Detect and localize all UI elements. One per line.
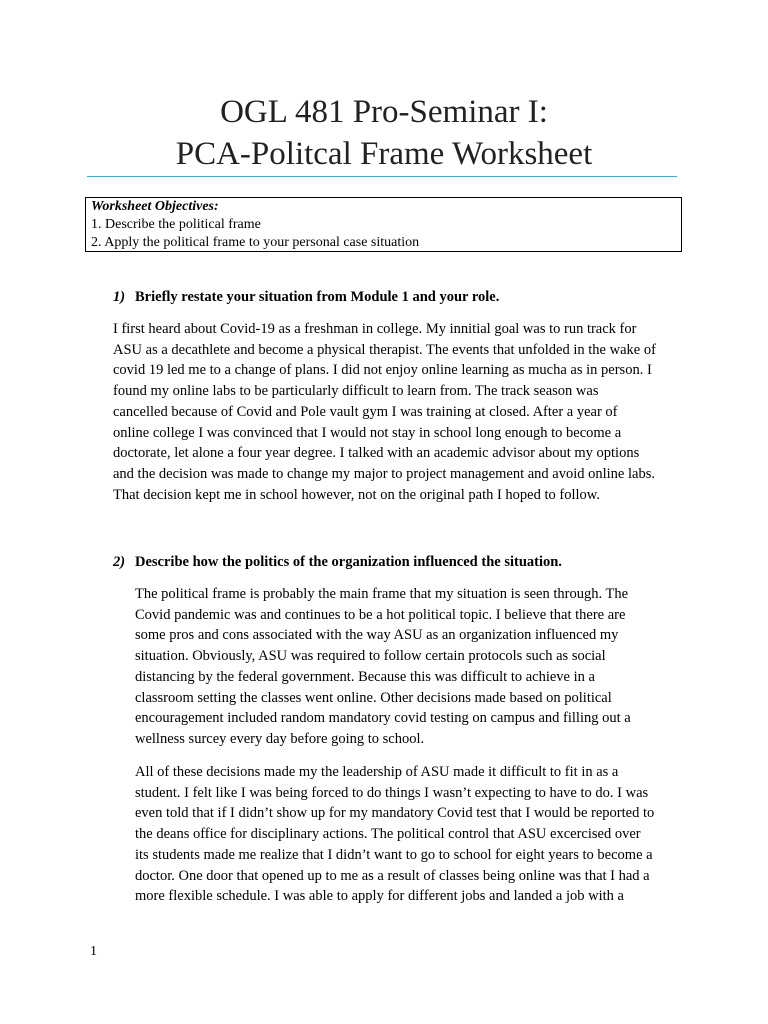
answer-line: student. I felt like I was being forced to do things I wasn’t expecting to have to do. I was <box>135 784 649 801</box>
answer-line: doctor. One door that opened up to me as a result of classes being online was that I had a <box>135 867 650 884</box>
answer-line: covid 19 led me to a change of plans. I did not enjoy online learning as mucha as in person. I <box>113 362 652 379</box>
objective-item: 1. Describe the political frame <box>91 217 261 232</box>
question-2-text: Describe how the politics of the organization influenced the situation. <box>135 554 562 570</box>
answer-line: wellness surcey every day before going to school. <box>135 730 425 747</box>
answer-line: its students made me realize that I didn’t want to go to school for eight years to become a <box>135 846 653 863</box>
answer-line: the deans office for disciplinary actions. The political control that ASU excercised over <box>135 826 641 843</box>
answer-line: The political frame is probably the main frame that my situation is seen through. The <box>135 586 629 602</box>
answer-line: ASU as a decathlete and become a physical therapist. The events that unfolded in the wake of <box>113 341 656 358</box>
answer-line: encouragement included random mandatory covid testing on campus and filling out a <box>135 710 631 727</box>
question-2-heading <box>113 553 562 571</box>
answer-line: Covid pandemic was and continues to be a hot political topic. I believe that there are <box>135 606 626 623</box>
title-divider <box>87 176 677 177</box>
answer-line: That decision kept me in school however, not on the original path I hoped to follow. <box>113 486 600 503</box>
question-1-heading <box>113 288 499 306</box>
answer-line: more flexible schedule. I was able to apply for different jobs and landed a job with a <box>135 888 624 905</box>
answer-line: even told that if I didn’t show up for my mandatory Covid test that I would be reported to <box>135 805 655 822</box>
answer-line: doctorate, let alone a four year degree. I talked with an academic advisor about my options <box>113 445 640 462</box>
answer-line: and the decision was made to change my major to project management and avoid online labs. <box>113 465 655 482</box>
answer-line: distancing by the federal government. Because this was difficult to achieve in a <box>135 668 595 685</box>
page-number: 1 <box>90 944 97 959</box>
document-title-line-2: PCA-Politcal Frame Worksheet <box>175 136 593 172</box>
answer-line: online college I was convinced that I would not stay in school long enough to become a <box>113 424 622 441</box>
answer-line: I first heard about Covid-19 as a freshman in college. My innitial goal was to run track for <box>113 321 637 337</box>
question-1-number: 1) <box>113 289 126 305</box>
objective-item: 2. Apply the political frame to your personal case situation <box>91 235 420 250</box>
answer-line: All of these decisions made my the leadership of ASU made it difficult to fit in as a <box>135 764 619 780</box>
question-2-answer-paragraph-2 <box>135 762 654 907</box>
answer-line: situation. Obviously, ASU was required to follow certain protocols such as social <box>135 648 606 665</box>
answer-line: cancelled because of Covid and Pole vault gym I was training at closed. After a year of <box>113 403 618 420</box>
answer-line: some pros and cons associated with the way ASU as an organization influenced my <box>135 627 619 644</box>
answer-line: classroom setting the classes went online. Other decisions made based on political <box>135 689 612 706</box>
answer-line: found my online labs to be particularly difficult to learn from. The track season was <box>113 383 599 400</box>
document-title-line-1: OGL 481 Pro-Seminar I: <box>220 94 548 130</box>
question-2-answer-paragraph-1 <box>135 584 631 750</box>
question-2-number: 2) <box>113 554 126 570</box>
worksheet-objectives-box <box>85 197 682 252</box>
question-1-answer-paragraph <box>113 319 656 505</box>
objectives-heading: Worksheet Objectives: <box>91 199 219 214</box>
question-1-text: Briefly restate your situation from Module 1 and your role. <box>135 289 500 305</box>
